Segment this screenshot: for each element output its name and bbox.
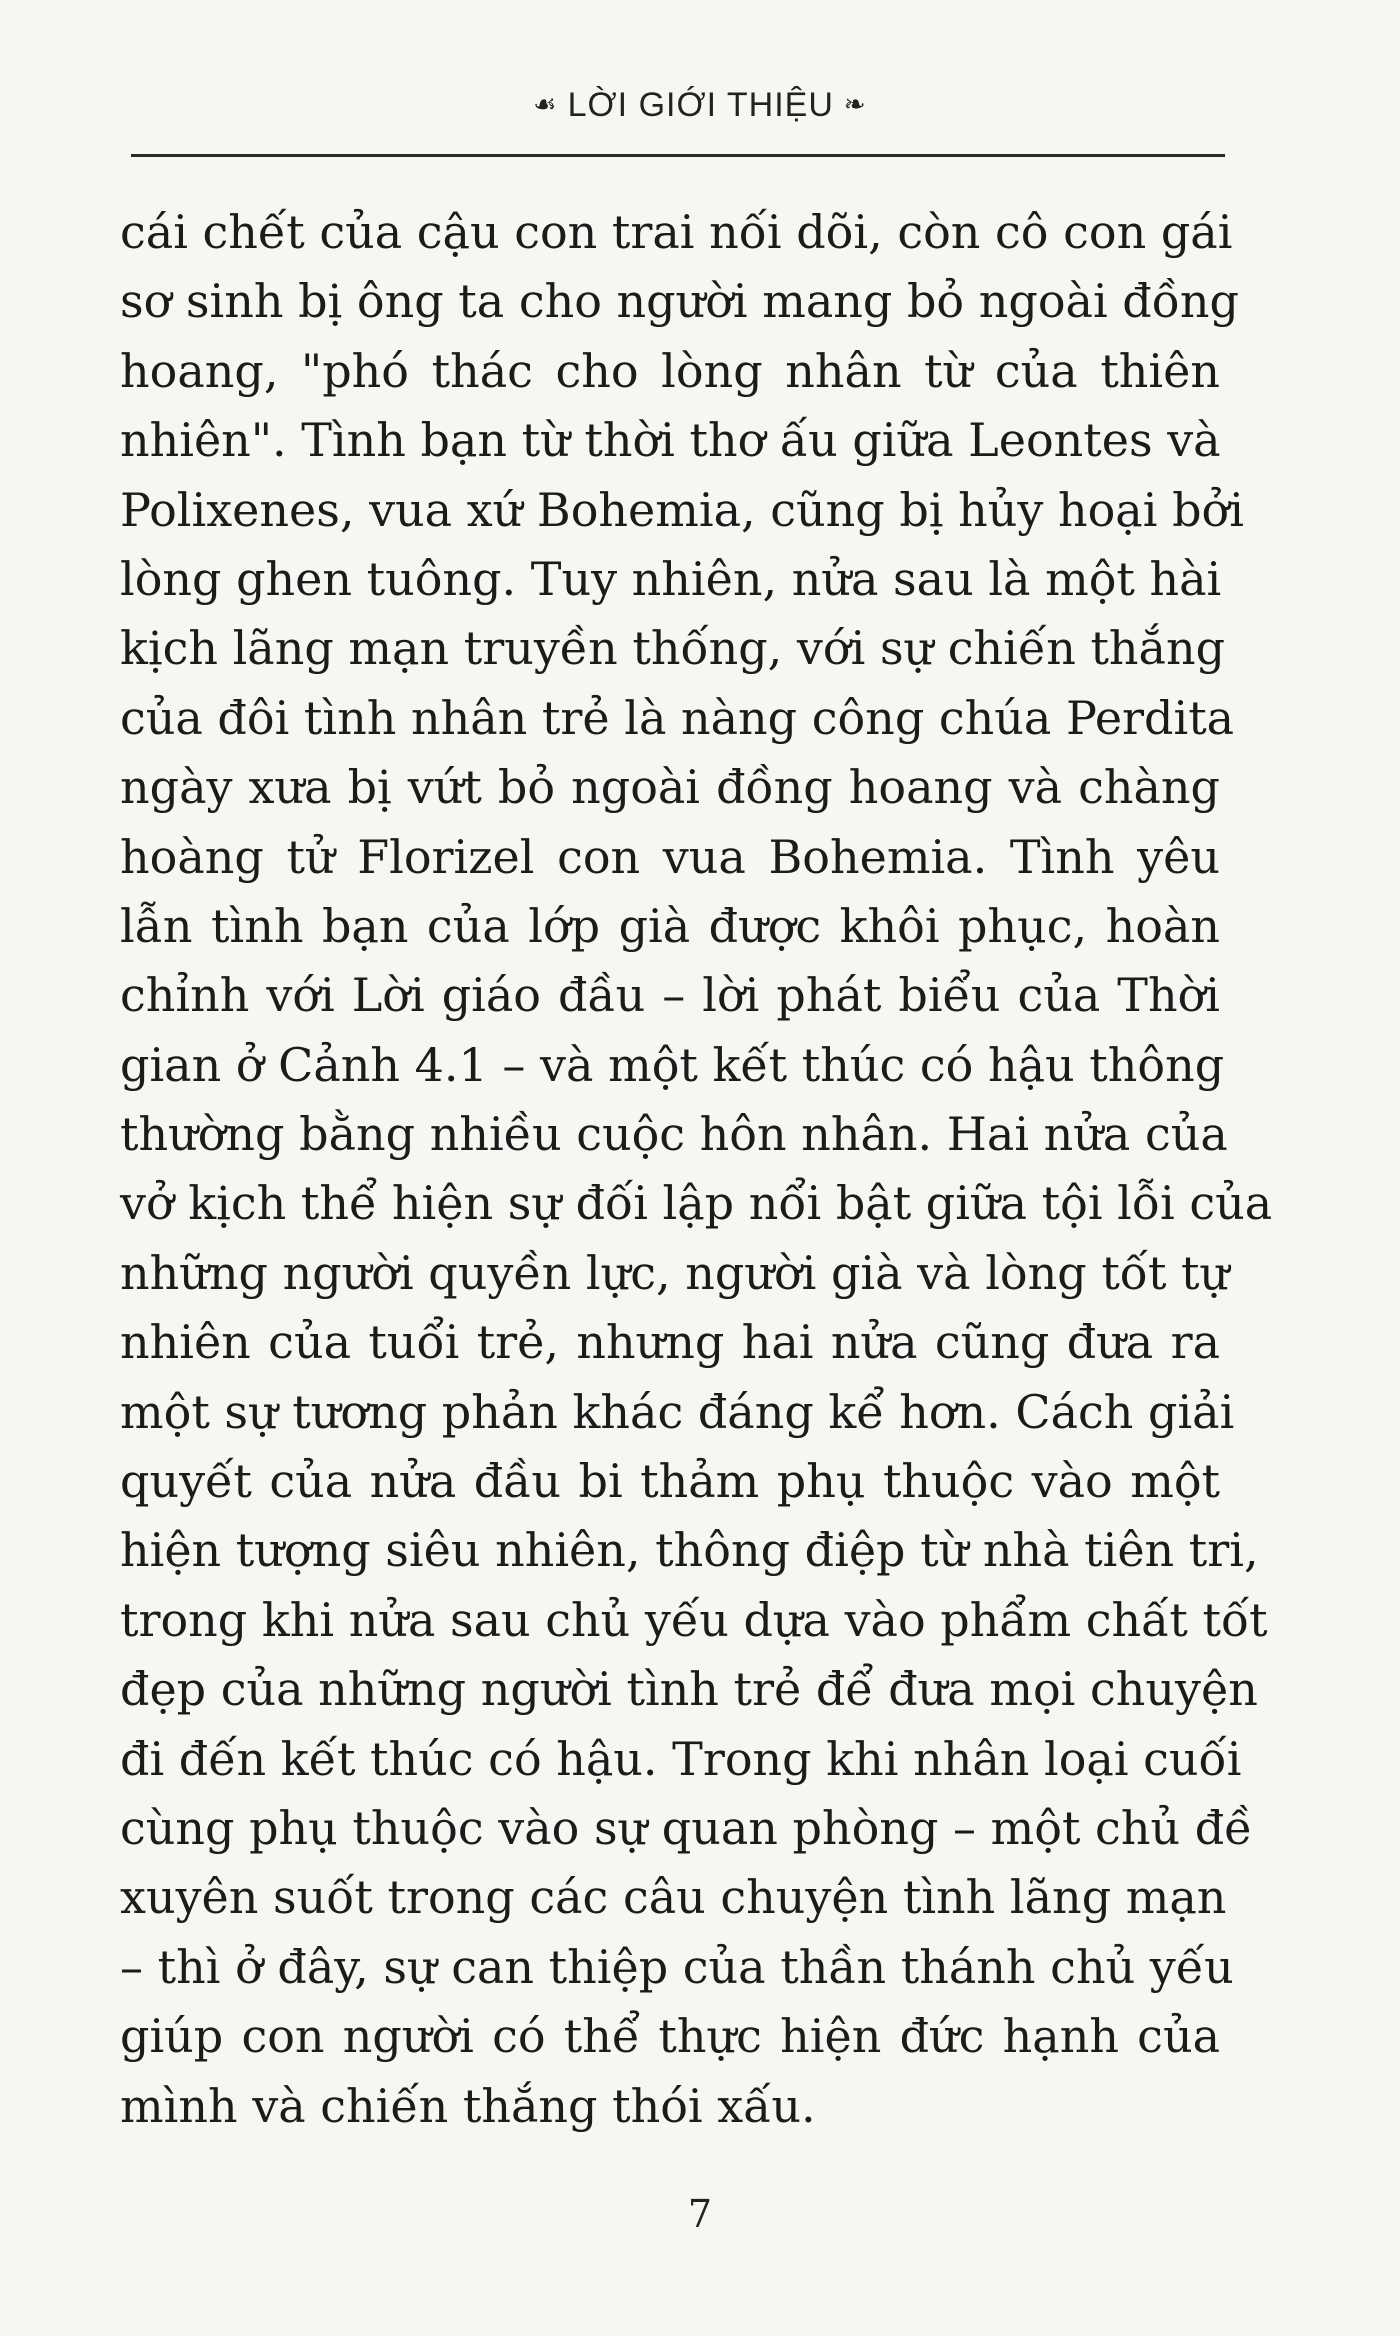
text-line: cái chết của cậu con trai nối dõi, còn cô con gái xyxy=(120,205,1233,259)
ornament-right-icon: ❧ xyxy=(843,88,867,119)
page-number: 7 xyxy=(687,2192,713,2236)
text-line: thường bằng nhiều cuộc hôn nhân. Hai nửa của xyxy=(120,1107,1228,1162)
text-line: hoang, "phó thác cho lòng nhân từ của thiên xyxy=(120,343,1220,398)
text-line: lẫn tình bạn của lớp già được khôi phục, hoàn xyxy=(120,898,1220,953)
text-line: xuyên suốt trong các câu chuyện tình lãng mạn xyxy=(120,1870,1227,1925)
text-line: quyết của nửa đầu bi thảm phụ thuộc vào một xyxy=(120,1454,1220,1509)
text-line: hoàng tử Florizel con vua Bohemia. Tình yêu xyxy=(120,829,1220,884)
text-line: mình và chiến thắng thói xấu. xyxy=(120,2078,816,2133)
text-line: sơ sinh bị ông ta cho người mang bỏ ngoài đồng xyxy=(120,274,1239,329)
ornament-left-icon: ☙ xyxy=(533,88,558,119)
text-line: vở kịch thể hiện sự đối lập nổi bật giữa tội lỗi của xyxy=(120,1176,1273,1231)
header-rule xyxy=(131,154,1225,157)
text-line: trong khi nửa sau chủ yếu dựa vào phẩm chất tốt xyxy=(120,1592,1268,1647)
text-line: kịch lãng mạn truyền thống, với sự chiến thắng xyxy=(120,621,1226,676)
text-line: chỉnh với Lời giáo đầu – lời phát biểu của Thời xyxy=(120,968,1220,1023)
text-line: đẹp của những người tình trẻ để đưa mọi chuyện xyxy=(120,1662,1258,1717)
text-line: những người quyền lực, người già và lòng tốt tự xyxy=(120,1245,1230,1300)
text-line: của đôi tình nhân trẻ là nàng công chúa Perdita xyxy=(120,690,1235,745)
text-line: nhiên". Tình bạn từ thời thơ ấu giữa Leontes và xyxy=(120,413,1221,468)
text-line: nhiên của tuổi trẻ, nhưng hai nửa cũng đưa ra xyxy=(120,1315,1220,1370)
text-line: một sự tương phản khác đáng kể hơn. Cách giải xyxy=(120,1384,1235,1439)
text-line: đi đến kết thúc có hậu. Trong khi nhân loại cuối xyxy=(120,1731,1242,1786)
running-header xyxy=(0,86,1400,125)
body-text xyxy=(120,198,1273,2141)
text-line: gian ở Cảnh 4.1 – và một kết thúc có hậu thông xyxy=(120,1037,1225,1092)
text-line: cùng phụ thuộc vào sự quan phòng – một chủ đề xyxy=(120,1800,1253,1855)
text-line: hiện tượng siêu nhiên, thông điệp từ nhà tiên tri, xyxy=(120,1523,1259,1578)
text-line: Polixenes, vua xứ Bohemia, cũng bị hủy hoại bởi xyxy=(120,482,1244,537)
text-line: giúp con người có thể thực hiện đức hạnh của xyxy=(120,2009,1220,2064)
text-line: lòng ghen tuông. Tuy nhiên, nửa sau là một hài xyxy=(120,551,1222,606)
text-line: – thì ở đây, sự can thiệp của thần thánh chủ yếu xyxy=(120,1939,1234,1994)
running-header-title: LỜI GIỚI THIỆU xyxy=(567,86,834,124)
text-line: ngày xưa bị vứt bỏ ngoài đồng hoang và chàng xyxy=(120,760,1220,815)
